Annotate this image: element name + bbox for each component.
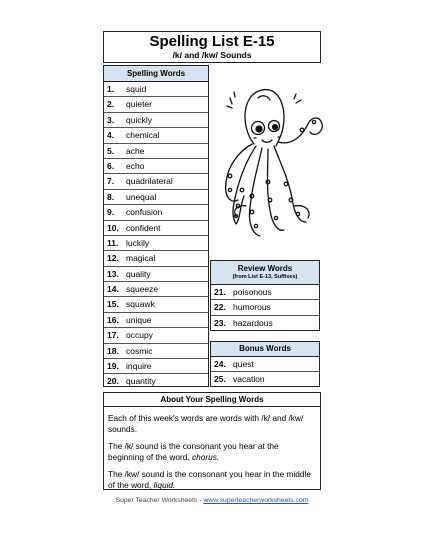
about-body	[104, 407, 320, 491]
list-item	[104, 297, 208, 312]
item-word: poisonous	[233, 287, 272, 297]
item-word: squid	[126, 84, 147, 94]
item-number: 21.	[214, 287, 226, 297]
page-subtitle: /k/ and /kw/ Sounds	[172, 50, 252, 60]
item-number: 3.	[107, 114, 115, 125]
page-title: Spelling List E-15	[149, 33, 275, 50]
review-words-header	[211, 261, 319, 285]
item-word: inquire	[126, 361, 152, 372]
list-item	[211, 372, 319, 387]
footer	[103, 497, 321, 504]
item-number: 20.	[107, 376, 119, 387]
list-item	[104, 282, 208, 297]
list-item	[104, 113, 208, 128]
review-words-title: Review Words	[237, 264, 293, 273]
item-number: 14.	[107, 284, 119, 295]
title-box	[103, 31, 321, 63]
spelling-words-header: Spelling Words	[104, 66, 208, 82]
bonus-words-list	[211, 357, 319, 388]
item-number: 23.	[214, 317, 226, 328]
item-number: 11.	[107, 237, 119, 248]
item-number: 12.	[107, 253, 119, 264]
item-word: quickly	[126, 114, 152, 125]
item-number: 13.	[107, 268, 119, 279]
review-words-box	[210, 260, 320, 331]
item-word: humorous	[233, 302, 271, 313]
list-item	[104, 82, 208, 97]
about-paragraph-2	[108, 441, 316, 463]
about-paragraph-2-example: chorus.	[191, 452, 220, 462]
item-word: squawk	[126, 299, 155, 310]
list-item	[211, 300, 319, 315]
item-word: chemical	[126, 130, 160, 141]
about-paragraph-1: Each of this week's words are words with /k/ and /kw/ sounds.	[108, 413, 304, 434]
item-number: 16.	[107, 314, 119, 325]
squid-illustration	[218, 86, 330, 246]
item-number: 2.	[107, 99, 115, 110]
item-word: quality	[126, 268, 151, 279]
item-word: quantity	[126, 376, 156, 387]
list-item	[211, 316, 319, 331]
about-paragraph-2-text: The /k/ sound is the consonant you hear at the beginning of the word,	[108, 441, 279, 462]
item-number: 4.	[107, 130, 115, 141]
list-item	[104, 97, 208, 112]
footer-text: Super Teacher Worksheets -	[115, 497, 204, 504]
item-word: vacation	[233, 374, 265, 385]
item-word: quieter	[126, 99, 152, 110]
item-number: 9.	[107, 207, 115, 218]
item-number: 24.	[214, 359, 226, 369]
item-word: unequal	[126, 191, 157, 202]
item-word: cosmic	[126, 345, 153, 356]
list-item	[104, 236, 208, 251]
review-words-list	[211, 285, 319, 331]
list-item	[104, 267, 208, 282]
about-box	[103, 392, 321, 490]
footer-link[interactable]: www.superteacherworksheets.com	[203, 497, 309, 504]
item-word: unique	[126, 314, 152, 325]
list-item	[104, 174, 208, 189]
list-item	[104, 159, 208, 174]
item-word: magical	[126, 253, 156, 264]
item-number: 17.	[107, 330, 119, 341]
item-word: confusion	[126, 207, 163, 218]
list-item	[211, 285, 319, 300]
item-number: 19.	[107, 361, 119, 372]
list-item	[104, 205, 208, 220]
item-number: 18.	[107, 345, 119, 356]
list-item	[104, 190, 208, 205]
item-word: confident	[126, 222, 161, 233]
list-item	[104, 359, 208, 374]
item-number: 25.	[214, 374, 226, 385]
item-number: 1.	[107, 84, 115, 94]
item-number: 8.	[107, 191, 115, 202]
item-word: quadrilateral	[126, 176, 173, 187]
item-number: 10.	[107, 222, 119, 233]
list-item	[104, 328, 208, 343]
item-word: ache	[126, 145, 145, 156]
about-title: About Your Spelling Words	[104, 393, 320, 407]
item-word: echo	[126, 160, 145, 171]
list-item	[104, 128, 208, 143]
bonus-words-header: Bonus Words	[211, 342, 319, 357]
list-item	[104, 221, 208, 236]
item-number: 6.	[107, 160, 115, 171]
review-words-subtitle: (from List E-13, Suffixes)	[232, 274, 298, 280]
item-word: luckily	[126, 237, 150, 248]
bonus-words-box	[210, 341, 320, 387]
list-item	[104, 251, 208, 266]
item-number: 7.	[107, 176, 115, 187]
about-paragraph-3-text: The /kw/ sound is the consonant you hear in the middle of the word,	[108, 469, 311, 490]
item-number: 22.	[214, 302, 226, 313]
list-item	[104, 313, 208, 328]
list-item	[211, 357, 319, 372]
item-word: occupy	[126, 330, 153, 341]
item-word: squeeze	[126, 284, 159, 295]
spelling-words-list	[104, 82, 208, 390]
item-word: quest	[233, 359, 254, 369]
list-item	[104, 374, 208, 389]
about-paragraph-3	[108, 469, 316, 491]
item-number: 5.	[107, 145, 115, 156]
list-item	[104, 344, 208, 359]
item-number: 15.	[107, 299, 119, 310]
about-paragraph-3-example: liquid.	[153, 480, 176, 490]
item-word: hazardous	[233, 317, 273, 328]
list-item	[104, 144, 208, 159]
spelling-words-box	[103, 65, 209, 387]
